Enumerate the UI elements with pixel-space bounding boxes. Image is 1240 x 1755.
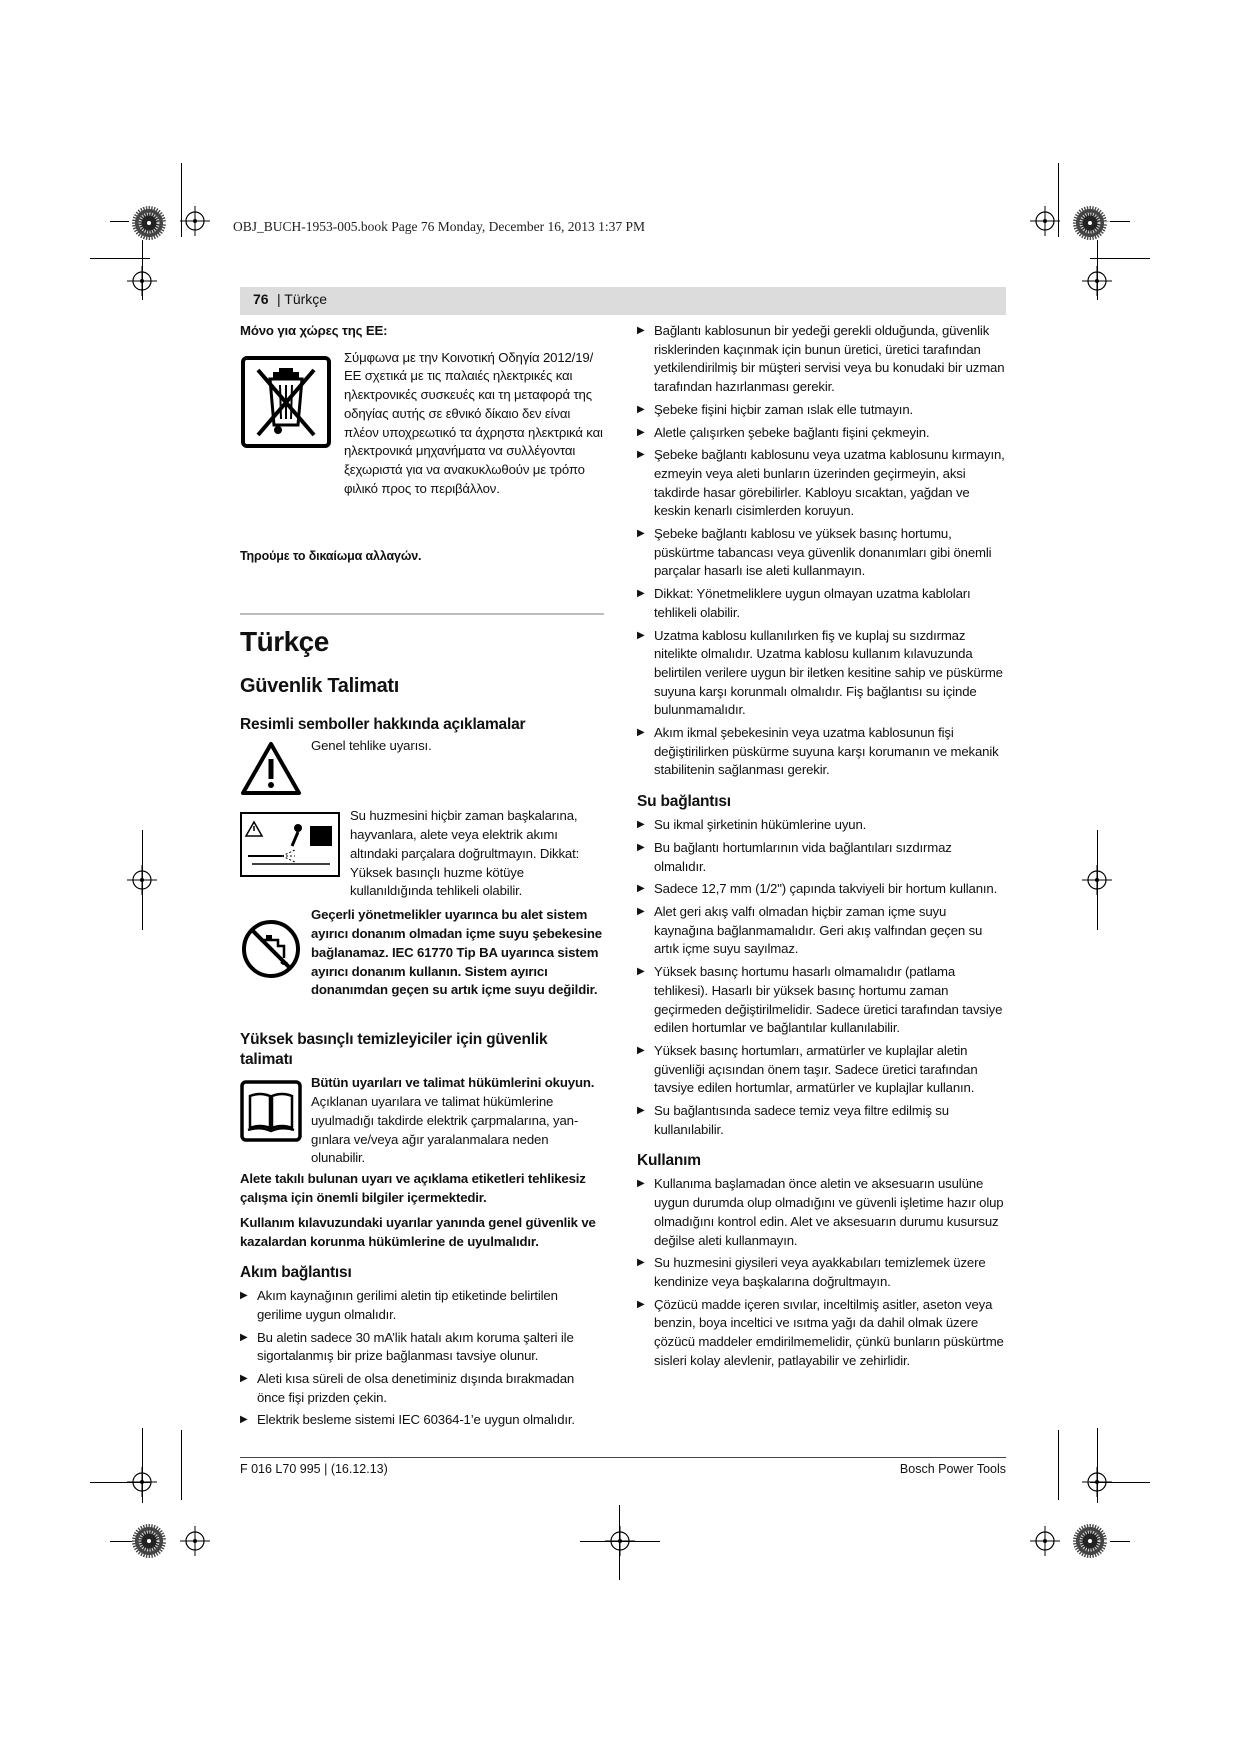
list-item: ▶ Elektrik besleme sistemi IEC 60364-1’e uygun olmalıdır. <box>240 1411 604 1430</box>
sym-water-text: Geçerli yönetmelikler uyarınca bu alet sistem ayırıcı donanım olmadan içme suyu şebekesine bağlanamaz. IEC 61770 Tip BA uyarınca sistem ayırıcı donanım kullanın. Sistem ayırıcı donanımdan geçen su artık içme suyu değildir. <box>311 907 602 998</box>
water-heading: Su bağlantısı <box>637 793 731 811</box>
registration-wheel-icon <box>131 1523 167 1559</box>
hp-safety-heading: Yüksek basınçlı temizleyiciler için güvenlik talimatı <box>240 1031 548 1069</box>
list-item: ▶ Bu bağlantı hortumlarının vida bağlantıları sızdırmaz olmalıdır. <box>637 839 1007 876</box>
read-manual-icon <box>240 1080 302 1142</box>
book-header: OBJ_BUCH-1953-005.book Page 76 Monday, December 16, 2013 1:37 PM <box>233 219 645 234</box>
crop-line <box>1090 258 1150 259</box>
right-column <box>637 322 1007 1374</box>
separator: | <box>277 291 285 307</box>
list-item: ▶ Kullanıma başlamadan önce aletin ve aksesuarın usulüne uygun durumda olup olmadığını ve güvenli işletime hazır olup olmadığını kontrol edin. Alet ve aksesuarın durumu kusursuz değilse aleti kullanmayın. <box>637 1175 1007 1250</box>
symbols-heading: Resimli semboller hakkında açıklamalar <box>240 716 526 734</box>
cable-safety-list <box>637 322 1007 780</box>
power-list <box>240 1287 604 1430</box>
registration-target-icon <box>1082 865 1112 895</box>
sym-jet-text: Su huzmesini hiçbir zaman başkalarına, hayvanlara, alete veya elektrik akımı altındaki parçalara doğrultmayın. Dikkat: Yüksek basınçlı huzme kötüye kullanıldığında tehlikeli olabilir. <box>350 808 580 899</box>
read-manual-body: Açıklanan uyarılara ve talimat hükümlerine uyulmadığı takdirde elektrik çarpmalarına, yan-gınlara ve/veya ağır yaralanmalara neden olunabilir. <box>311 1094 579 1166</box>
list-item: ▶ Aleti kısa süreli de olsa denetiminiz dışında bırakmadan önce fişi prizden çekin. <box>240 1370 604 1407</box>
symbol-drinking-water <box>240 906 604 1018</box>
list-item: ▶ Alet geri akış valfı olmadan hiçbir zaman içme suyu kaynağına bağlanmamalıdır. Geri akış valfından geçen su artık içme suyu sayılmaz. <box>637 903 1007 959</box>
greek-footnote: Τηρούμε το δικαίωμα αλλαγών. <box>240 548 422 563</box>
crop-line <box>181 1430 182 1500</box>
list-item: ▶ Yüksek basınç hortumu hasarlı olmamalıdır (patlama tehlikesi). Hasarlı bir yüksek basınç hortumu zaman geçirmeden değiştirilmelidir. Sadece üretici tarafından tavsiye edilen hortumlar ve bağlantılar kullanılabilir. <box>637 963 1007 1038</box>
footer-brand: Bosch Power Tools <box>899 1462 1006 1476</box>
list-item: ▶ Aletle çalışırken şebeke bağlantı fişini çekmeyin. <box>637 424 1007 443</box>
list-item: ▶ Sadece 12,7 mm (1/2") çapında takviyeli bir hortum kullanın. <box>637 880 1007 899</box>
footer-rule <box>240 1457 1006 1458</box>
registration-wheel-icon <box>1072 205 1108 241</box>
read-manual-block <box>240 1074 604 1168</box>
language-title: Türkçe <box>240 626 329 658</box>
use-heading: Kullanım <box>637 1152 701 1170</box>
manual-note: Kullanım kılavuzundaki uyarılar yanında genel güvenlik ve kazalardan korunma hükümlerine de uyulmalıdır. <box>240 1214 596 1249</box>
registration-target-icon <box>1082 266 1112 296</box>
footer-doc-id: F 016 L70 995 | (16.12.13) <box>240 1462 388 1476</box>
list-item: ▶ Akım kaynağının gerilimi aletin tip etiketinde belirtilen gerilime uygun olmalıdır. <box>240 1287 604 1324</box>
water-list <box>637 816 1007 1139</box>
weee-block <box>240 349 604 539</box>
warning-triangle-icon <box>240 741 302 797</box>
registration-wheel-icon <box>131 205 167 241</box>
read-manual-text <box>311 1074 604 1168</box>
list-item: ▶ Su ikmal şirketinin hükümlerine uyun. <box>637 816 1007 835</box>
crossed-bin-icon <box>240 355 332 450</box>
crop-line <box>1058 1430 1059 1500</box>
registration-target-icon <box>180 206 210 236</box>
read-manual-bold: Bütün uyarıları ve talimat hükümlerini okuyun. <box>311 1075 595 1091</box>
use-list <box>637 1175 1007 1370</box>
symbol-general-warning <box>240 737 604 799</box>
page-number: 76 <box>253 291 269 307</box>
left-column <box>240 322 604 1434</box>
list-item: ▶ Dikkat: Yönetmeliklere uygun olmayan uzatma kabloları tehlikeli olabilir. <box>637 585 1007 622</box>
crop-line <box>90 258 150 259</box>
language-label: Türkçe <box>284 291 328 307</box>
registration-target-icon <box>1030 1526 1060 1556</box>
list-item: ▶ Yüksek basınç hortumları, armatürler ve kuplajlar aletin güvenliği açısından önem taşır. Sadece üretici tarafından tavsiye edilen hortumlar, armatürler ve kuplajlar kullanın. <box>637 1042 1007 1098</box>
list-item: ▶ Su huzmesini giysileri veya ayakkabıları temizlemek üzere kendinize veya başkalarına doğrultmayın. <box>637 1254 1007 1291</box>
list-item: ▶ Şebeke bağlantı kablosunu veya uzatma kablosunu kırmayın, ezmeyin veya aleti bunların üzerinden geçirmeyin, aksi takdirde hasar görebilirler. Kabloyu sıcaktan, yağdan ve keskin kenarlı cisimlerden koruyun. <box>637 446 1007 521</box>
registration-target-icon <box>605 1526 635 1556</box>
power-heading: Akım bağlantısı <box>240 1264 352 1282</box>
sym-general-text: Genel tehlike uyarısı. <box>311 738 432 754</box>
registration-target-icon <box>180 1526 210 1556</box>
registration-target-icon <box>127 1467 157 1497</box>
registration-target-icon <box>127 865 157 895</box>
labels-note: Alete takılı bulunan uyarı ve açıklama etiketleri tehlikesiz çalışma için önemli bilgiler içermektedir. <box>240 1171 586 1206</box>
greek-weee-text: Σύμφωνα με την Κοινοτική Οδηγία 2012/19/ΕΕ σχετικά με τις παλαιές ηλεκτρικές και ηλεκτρονικές συσκευές και τη μεταφορά της οδηγίας αυτής σε εθνικό δίκαιο δεν είναι πλέον υποχρεωτικό τα άχρηστα ηλεκτρικά και ηλεκτρονικά μηχανήματα να συλλέγονται ξεχωριστά για να ανακυκλωθούν με τρόπο φιλικό προς το περιβάλλον. <box>344 349 603 496</box>
list-item: ▶ Su bağlantısında sadece temiz veya filtre edilmiş su kullanılabilir. <box>637 1102 1007 1139</box>
registration-target-icon <box>127 266 157 296</box>
list-item: ▶ Bağlantı kablosunun bir yedeği gerekli olduğunda, güvenlik risklerinden kaçınmak için bunun üretici, üretici tarafından yetkilendirilmiş bir müşteri servisi veya bu konudaki bir uzman tarafından hazırlanması gerekir. <box>637 322 1007 397</box>
page-language <box>277 291 327 307</box>
section-divider <box>240 613 604 615</box>
no-drinking-water-connection-icon <box>240 918 302 980</box>
greek-heading: Μόνο για χώρες της ΕΕ: <box>240 323 388 338</box>
list-item: ▶ Bu aletin sadece 30 mA’lik hatalı akım koruma şalteri ile sigortalanmış bir prize bağlanması tavsiye olunur. <box>240 1329 604 1366</box>
list-item: ▶ Çözücü madde içeren sıvılar, inceltilmiş asitler, aseton veya benzin, boya inceltici ve ısıtma yağı da dahil olmak üzere çözücü maddeler emdirilmemelidir, çünkü bunların püskürtme sisleri kolay alevlenir, patlayabilir ve zehirlidir. <box>637 1296 1007 1371</box>
list-item: ▶ Uzatma kablosu kullanılırken fiş ve kuplaj su sızdırmaz nitelikte olmalıdır. Uzatma kablosu kullanım kılavuzunda belirtilen verilere uygun bir iletken kesitine sahip ve püskürme suyuna karşı korunmalı olmalıdır. Fiş bağlantısı su içinde bulunmamalıdır. <box>637 627 1007 721</box>
list-item: ▶ Akım ikmal şebekesinin veya uzatma kablosunun fişi değiştirilirken püskürme suyuna karşı korumanın ve mekanik stabilitenin sağlanması gerekir. <box>637 724 1007 780</box>
water-jet-warning-icon <box>240 812 340 877</box>
page-header-band <box>240 287 1006 315</box>
registration-target-icon <box>1082 1467 1112 1497</box>
symbol-jet-warning <box>240 807 604 904</box>
safety-heading: Güvenlik Talimatı <box>240 675 400 698</box>
registration-wheel-icon <box>1072 1523 1108 1559</box>
list-item: ▶ Şebeke bağlantı kablosu ve yüksek basınç hortumu, püskürtme tabancası veya güvenlik donanımları gibi önemli parçalar hasarlı ise aleti kullanmayın. <box>637 525 1007 581</box>
registration-target-icon <box>1030 206 1060 236</box>
list-item: ▶ Şebeke fişini hiçbir zaman ıslak elle tutmayın. <box>637 401 1007 420</box>
